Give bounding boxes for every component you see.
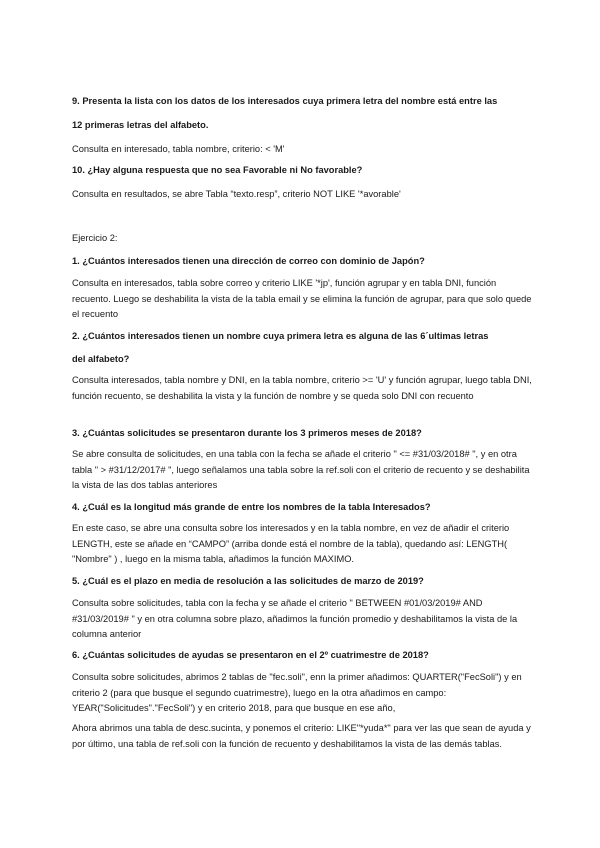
question-10: 10. ¿Hay alguna respuesta que no sea Favorable ni No favorable?	[72, 165, 363, 175]
answer-2: Consulta interesados, tabla nombre y DNI, en la tabla nombre, criterio >= 'U' y función agrupar, luego tabla DNI, función recuento, se deshabilita la vista y la función de nombre y se queda solo DNI con recuento	[72, 375, 532, 401]
answer-6-paragraph-1: Consulta sobre solicitudes, abrimos 2 tablas de "fec.soli", enn la primer añadimos: QUARTER("FecSoli") y en criterio 2 (para que busque el segundo cuatrimestre), luego en la otra añadimos en campo: YEAR("Solicitudes"."FecSoli") y en criterio 2018, para que busque en ese año,	[72, 672, 522, 713]
question-1: 1. ¿Cuántos interesados tienen una dirección de correo con dominio de Japón?	[72, 256, 425, 266]
question-2-line-1: 2. ¿Cuántos interesados tienen un nombre cuya primera letra es alguna de las 6´ultimas letras	[72, 331, 489, 341]
question-5: 5. ¿Cuál es el plazo en media de resolución a las solicitudes de marzo de 2019?	[72, 576, 424, 586]
answer-1: Consulta en interesados, tabla sobre correo y criterio LIKE '*jp', función agrupar y en tabla DNI, función recuento. Luego se deshabilita la vista de la tabla email y se elimina la función de agrupar, para que solo quede el recuento	[72, 278, 532, 319]
answer-10: Consulta en resultados, se abre Tabla “texto.resp”, criterio NOT LIKE '*avorable'	[72, 189, 401, 199]
section-heading: Ejercicio 2:	[72, 233, 118, 243]
answer-3: Se abre consulta de solicitudes, en una tabla con la fecha se añade el criterio " <= #31/03/2018# ", y en otra tabla " > #31/12/2017# ", luego señalamos una tabla sobre la ref.soli con el criterio de recuento y se deshabilita la vista de las dos tablas anteriores	[72, 449, 530, 490]
question-3: 3. ¿Cuántas solicitudes se presentaron durante los 3 primeros meses de 2018?	[72, 428, 422, 438]
question-9-line-2: 12 primeras letras del alfabeto.	[72, 120, 209, 130]
question-2-line-2: del alfabeto?	[72, 354, 130, 364]
answer-6-paragraph-2: Ahora abrimos una tabla de desc.sucinta, y ponemos el criterio: LIKE"*yuda*" para ver las que sean de ayuda y por último, una tabla de ref.soli con la función de recuento y deshabilitamos la vista de las demás tablas.	[72, 723, 531, 749]
answer-4: En este caso, se abre una consulta sobre los interesados y en la tabla nombre, en vez de añadir el criterio LENGTH, este se añade en “CAMPO” (arriba donde está el nombre de la tabla), quedando así: LENGTH( "Nombre" ) , luego en la misma tabla, añadimos la función MAXIMO.	[72, 523, 510, 564]
question-9-line-1: 9. Presenta la lista con los datos de los interesados cuya primera letra del nombre está entre las	[72, 96, 498, 106]
answer-9: Consulta en interesado, tabla nombre, criterio: < 'M'	[72, 144, 285, 154]
question-6: 6. ¿Cuántas solicitudes de ayudas se presentaron en el 2º cuatrimestre de 2018?	[72, 650, 429, 660]
answer-5: Consulta sobre solicitudes, tabla con la fecha y se añade el criterio " BETWEEN #01/03/2019# AND #31/03/2019# " y en otra columna sobre plazo, añadimos la función promedio y deshabilitamos la vista de la columna anterior	[72, 598, 518, 639]
question-4: 4. ¿Cuál es la longitud más grande de entre los nombres de la tabla Interesados?	[72, 502, 431, 512]
